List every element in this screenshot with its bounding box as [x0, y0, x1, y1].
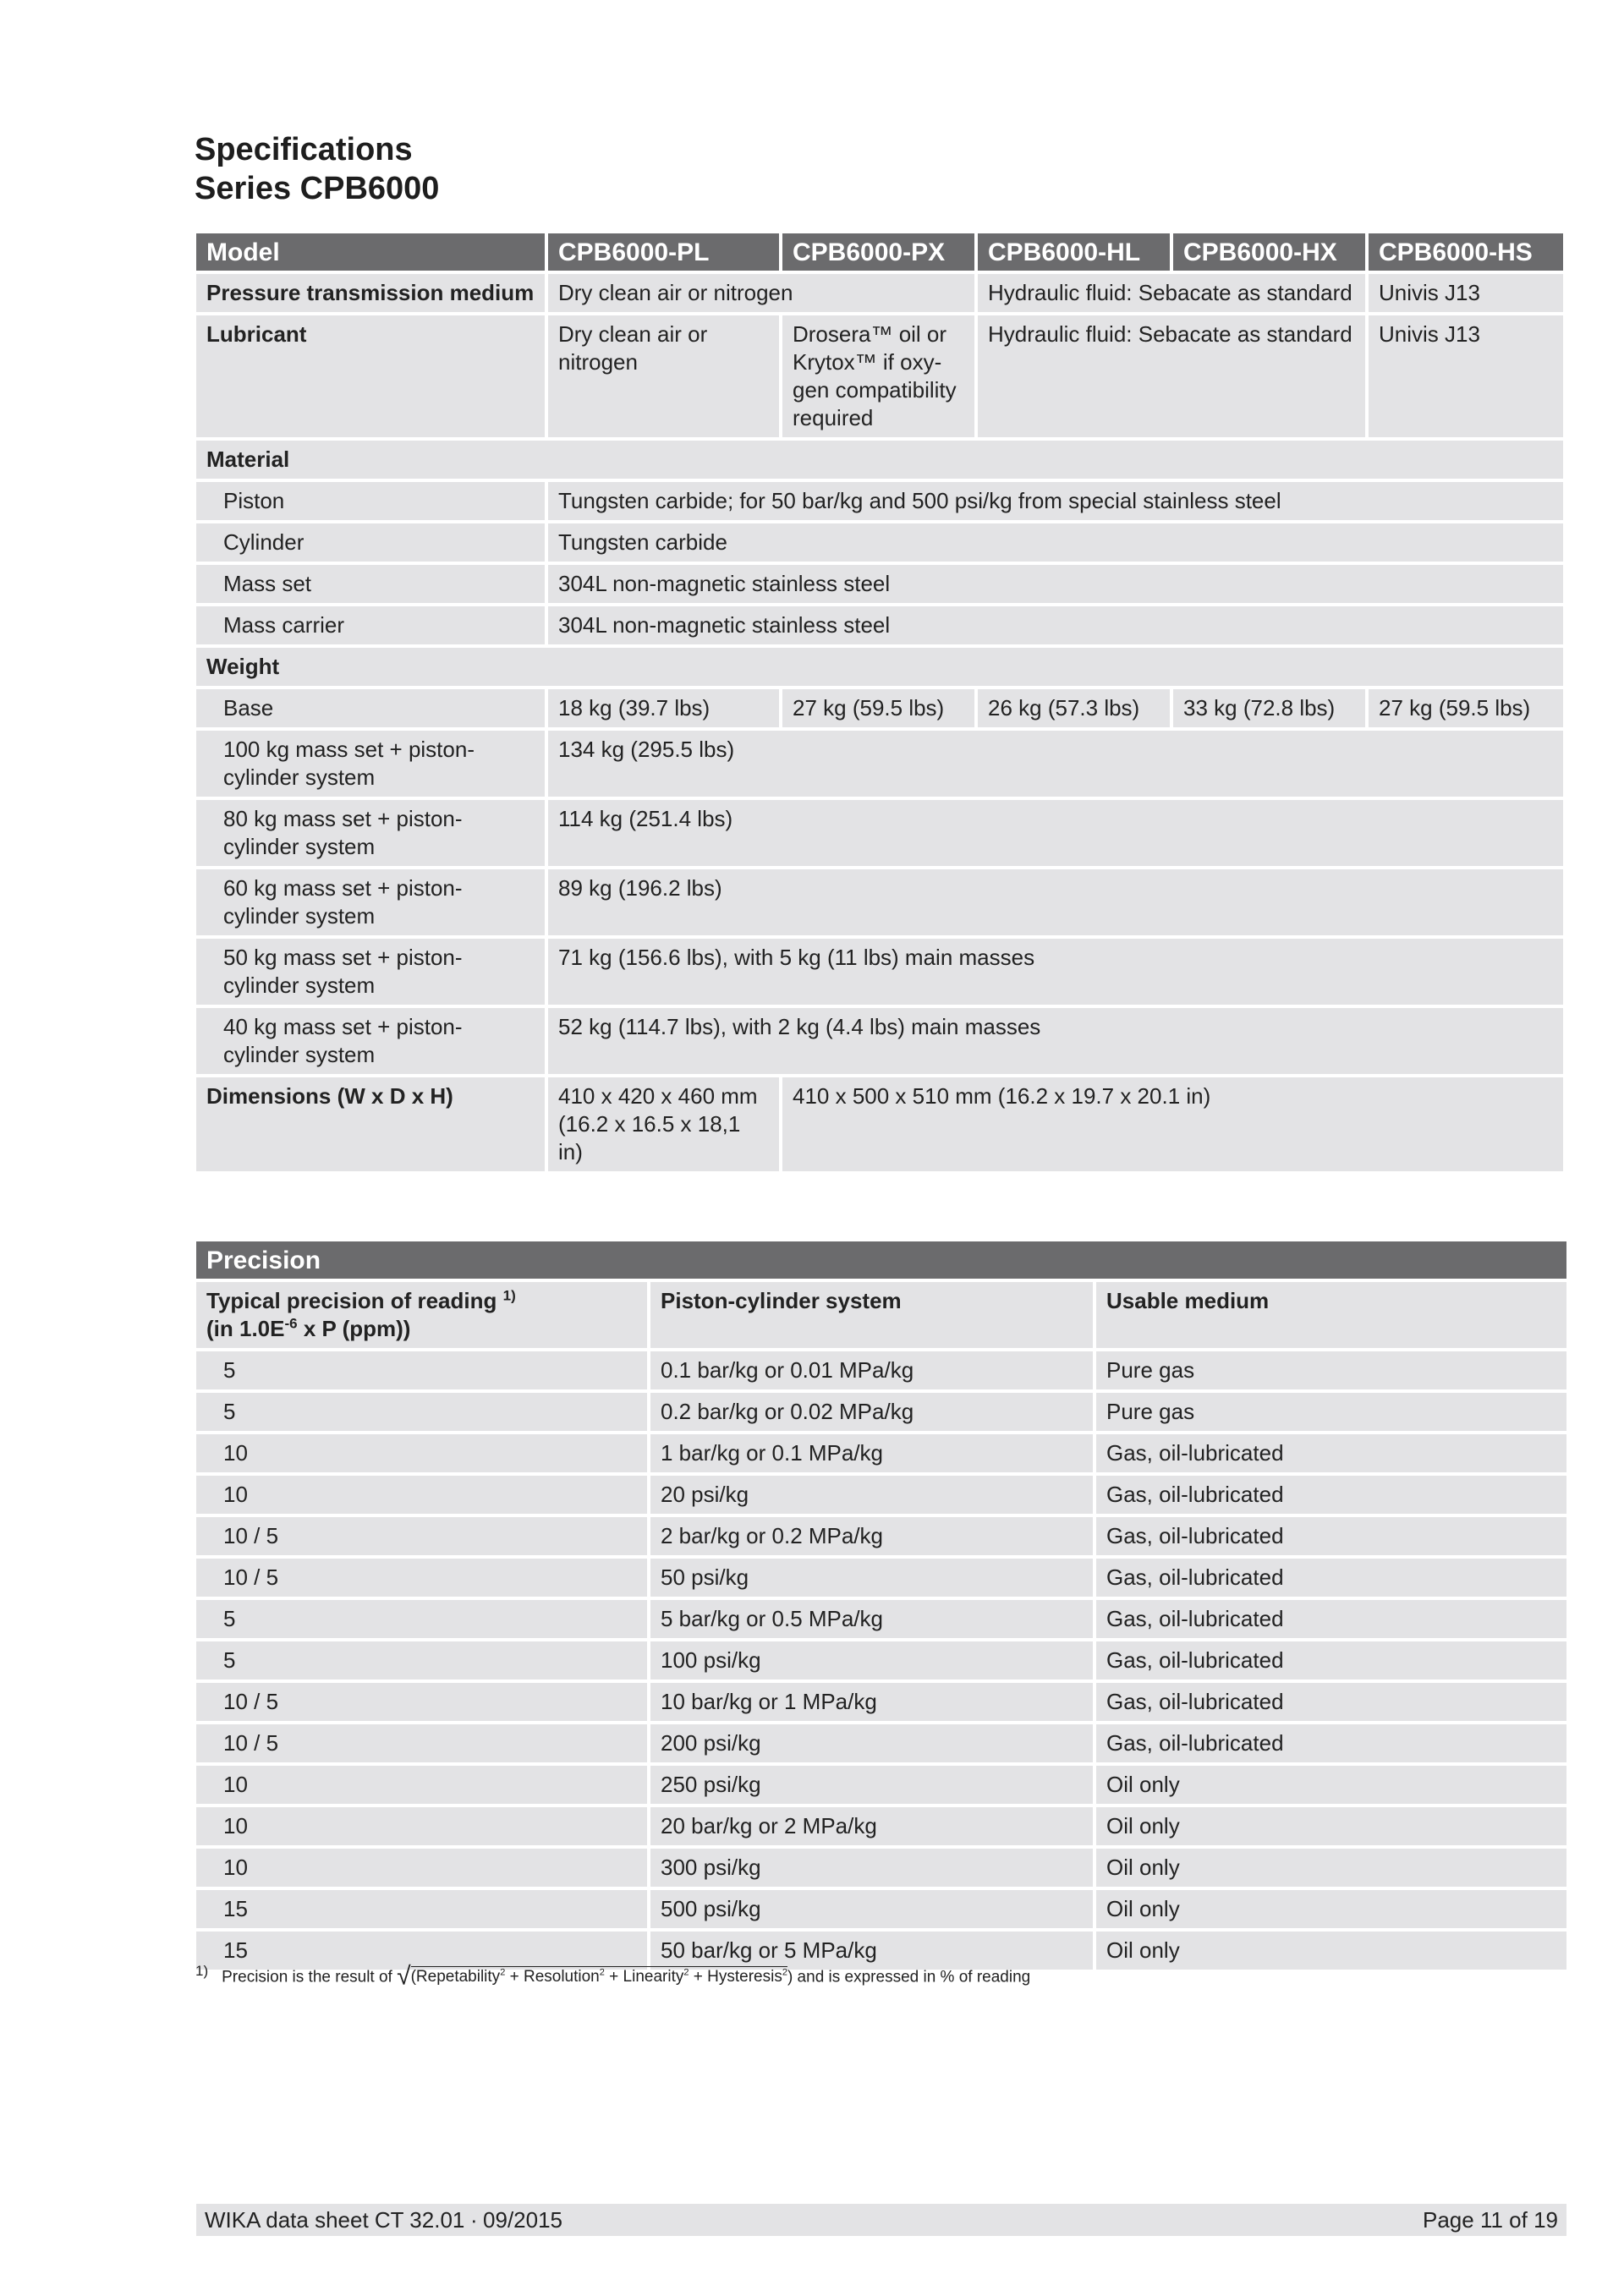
usable-medium-value: Gas, oil-lubricated: [1096, 1476, 1566, 1514]
weight-row-label: 40 kg mass set + piston-cylinder system: [196, 1008, 545, 1074]
footnote-formula: [411, 1966, 787, 1986]
specifications-table: [193, 230, 1566, 1175]
weight-row-label: 100 kg mass set + piston-cylinder system: [196, 731, 545, 797]
weight-40kg-row: [196, 1008, 1563, 1074]
mass-set-row: [196, 565, 1563, 603]
base-weight-pl: 18 kg (39.7 lbs): [548, 689, 779, 727]
base-weight-hl: 26 kg (57.3 lbs): [978, 689, 1170, 727]
plus: +: [604, 1968, 623, 1986]
pressure-medium-row: [196, 274, 1563, 312]
dimensions-row: [196, 1077, 1563, 1171]
precision-row: [196, 1766, 1566, 1804]
weight-100kg-row: [196, 731, 1563, 797]
precision-value: 5: [196, 1393, 647, 1431]
usable-medium-value: Pure gas: [1096, 1351, 1566, 1389]
piston-label: Piston: [196, 482, 545, 520]
precision-value: 5: [196, 1600, 647, 1638]
precision-body: [196, 1351, 1566, 1970]
spec-header-row: [196, 233, 1563, 271]
precision-row: [196, 1724, 1566, 1762]
usable-medium-value: Gas, oil-lubricated: [1096, 1683, 1566, 1721]
precision-row: [196, 1600, 1566, 1638]
piston-cylinder-system-header: Piston-cylinder system: [650, 1282, 1093, 1348]
piston-cylinder-system-value: 50 psi/kg: [650, 1559, 1093, 1597]
unit-prefix: (in 1.0E: [206, 1316, 285, 1341]
usable-medium-value: Gas, oil-lubricated: [1096, 1559, 1566, 1597]
base-weight-label: Base: [196, 689, 545, 727]
usable-medium-value: Oil only: [1096, 1766, 1566, 1804]
usable-medium-value: Oil only: [1096, 1932, 1566, 1970]
unit-exponent: -6: [284, 1315, 298, 1332]
weight-row-value: 89 kg (196.2 lbs): [548, 869, 1563, 935]
piston-cylinder-system-value: 50 bar/kg or 5 MPa/kg: [650, 1932, 1093, 1970]
base-weight-px: 27 kg (59.5 lbs): [782, 689, 974, 727]
header-cpb6000-pl: CPB6000-PL: [548, 233, 779, 271]
precision-row: [196, 1683, 1566, 1721]
piston-cylinder-system-value: 250 psi/kg: [650, 1766, 1093, 1804]
precision-value: 15: [196, 1932, 647, 1970]
precision-row: [196, 1393, 1566, 1431]
unit-suffix: x P (ppm)): [297, 1316, 411, 1341]
mass-carrier-label: Mass carrier: [196, 606, 545, 644]
precision-table: [193, 1238, 1570, 1973]
precision-row: [196, 1890, 1566, 1928]
precision-column-headers: [196, 1282, 1566, 1348]
base-weight-hx: 33 kg (72.8 lbs): [1173, 689, 1365, 727]
term-resolution: Resolution: [523, 1968, 600, 1986]
sqrt-icon: √: [397, 1962, 411, 1991]
lubricant-hs: Univis J13: [1369, 315, 1563, 437]
footnote: [195, 1959, 1030, 1990]
term-hysteresis: Hysteresis: [707, 1968, 782, 1986]
header-cpb6000-hs: CPB6000-HS: [1369, 233, 1563, 271]
piston-cylinder-system-value: 5 bar/kg or 0.5 MPa/kg: [650, 1600, 1093, 1638]
usable-medium-value: Gas, oil-lubricated: [1096, 1600, 1566, 1638]
piston-cylinder-system-value: 2 bar/kg or 0.2 MPa/kg: [650, 1517, 1093, 1555]
precision-value: 10 / 5: [196, 1724, 647, 1762]
precision-value: 10: [196, 1434, 647, 1472]
precision-row: [196, 1434, 1566, 1472]
precision-row: [196, 1517, 1566, 1555]
lubricant-pl: Dry clean air or nitrogen: [548, 315, 779, 437]
piston-cylinder-system-value: 0.2 bar/kg or 0.02 MPa/kg: [650, 1393, 1093, 1431]
cylinder-label: Cylinder: [196, 523, 545, 562]
piston-cylinder-system-value: 500 psi/kg: [650, 1890, 1093, 1928]
mass-set-label: Mass set: [196, 565, 545, 603]
usable-medium-value: Gas, oil-lubricated: [1096, 1517, 1566, 1555]
typical-precision-header: [196, 1282, 647, 1348]
header-model: Model: [196, 233, 545, 271]
cylinder-value: Tungsten carbide: [548, 523, 1563, 562]
precision-row: [196, 1559, 1566, 1597]
mass-set-value: 304L non-magnetic stainless steel: [548, 565, 1563, 603]
usable-medium-value: Gas, oil-lubricated: [1096, 1434, 1566, 1472]
page-title-line-1: Specifications: [195, 132, 413, 167]
usable-medium-header: Usable medium: [1096, 1282, 1566, 1348]
usable-medium-value: Pure gas: [1096, 1393, 1566, 1431]
weight-row: [196, 648, 1563, 686]
precision-value: 5: [196, 1641, 647, 1680]
piston-cylinder-system-value: 100 psi/kg: [650, 1641, 1093, 1680]
weight-row-value: 114 kg (251.4 lbs): [548, 800, 1563, 866]
weight-row-label: 80 kg mass set + piston-cylinder system: [196, 800, 545, 866]
piston-value: Tungsten carbide; for 50 bar/kg and 500 psi/kg from special stainless steel: [548, 482, 1563, 520]
usable-medium-value: Gas, oil-lubricated: [1096, 1641, 1566, 1680]
weight-row-label: 50 kg mass set + piston-cylinder system: [196, 939, 545, 1005]
precision-value: 5: [196, 1351, 647, 1389]
precision-header: Precision: [196, 1241, 1566, 1279]
weight-label: Weight: [196, 648, 1563, 686]
piston-cylinder-system-value: 20 psi/kg: [650, 1476, 1093, 1514]
pressure-medium-label: Pressure transmission medium: [196, 274, 545, 312]
footnote-ref: 1): [502, 1287, 516, 1304]
footnote-prefix: Precision is the result of: [222, 1968, 398, 1986]
precision-value: 10 / 5: [196, 1559, 647, 1597]
open-paren: (: [410, 1968, 416, 1986]
exponent: 2: [683, 1968, 689, 1978]
usable-medium-value: Gas, oil-lubricated: [1096, 1724, 1566, 1762]
plus: +: [505, 1968, 524, 1986]
footnote-mark: 1): [195, 1963, 209, 1979]
term-repetability: Repetability: [415, 1968, 501, 1986]
exponent: 2: [599, 1968, 605, 1978]
footer-datasheet: WIKA data sheet CT 32.01 ∙ 09/2015: [205, 2207, 563, 2233]
material-row: [196, 441, 1563, 479]
piston-cylinder-system-value: 300 psi/kg: [650, 1849, 1093, 1887]
precision-value: 10 / 5: [196, 1683, 647, 1721]
precision-value: 10: [196, 1807, 647, 1845]
weight-row-value: 71 kg (156.6 lbs), with 5 kg (11 lbs) main masses: [548, 939, 1563, 1005]
base-weight-row: [196, 689, 1563, 727]
precision-value: 10: [196, 1766, 647, 1804]
dimensions-others: 410 x 500 x 510 mm (16.2 x 19.7 x 20.1 in): [782, 1077, 1563, 1171]
weight-60kg-row: [196, 869, 1563, 935]
pressure-medium-hs: Univis J13: [1369, 274, 1563, 312]
precision-value: 15: [196, 1890, 647, 1928]
precision-value: 10 / 5: [196, 1517, 647, 1555]
weight-row-value: 134 kg (295.5 lbs): [548, 731, 1563, 797]
lubricant-hl-hx: Hydraulic fluid: Sebacate as standard: [978, 315, 1365, 437]
base-weight-hs: 27 kg (59.5 lbs): [1369, 689, 1563, 727]
lubricant-label: Lubricant: [196, 315, 545, 437]
weight-50kg-row: [196, 939, 1563, 1005]
precision-row: [196, 1351, 1566, 1389]
mass-carrier-row: [196, 606, 1563, 644]
precision-header-row: [196, 1241, 1566, 1279]
lubricant-row: [196, 315, 1563, 437]
footer-page-number: Page 11 of 19: [1423, 2207, 1558, 2233]
close-paren: ): [787, 1968, 793, 1986]
dimensions-label: Dimensions (W x D x H): [196, 1077, 545, 1171]
pressure-medium-hl-hx: Hydraulic fluid: Sebacate as standard: [978, 274, 1365, 312]
exponent: 2: [782, 1968, 787, 1978]
usable-medium-value: Oil only: [1096, 1849, 1566, 1887]
weight-row-label: 60 kg mass set + piston-cylinder system: [196, 869, 545, 935]
material-label: Material: [196, 441, 1563, 479]
piston-cylinder-system-value: 0.1 bar/kg or 0.01 MPa/kg: [650, 1351, 1093, 1389]
usable-medium-value: Oil only: [1096, 1890, 1566, 1928]
piston-cylinder-system-value: 20 bar/kg or 2 MPa/kg: [650, 1807, 1093, 1845]
piston-cylinder-system-value: 10 bar/kg or 1 MPa/kg: [650, 1683, 1093, 1721]
header-cpb6000-hx: CPB6000-HX: [1173, 233, 1365, 271]
usable-medium-value: Oil only: [1096, 1807, 1566, 1845]
weight-row-value: 52 kg (114.7 lbs), with 2 kg (4.4 lbs) main masses: [548, 1008, 1563, 1074]
precision-value: 10: [196, 1476, 647, 1514]
precision-row: [196, 1641, 1566, 1680]
precision-row: [196, 1849, 1566, 1887]
typical-precision-label: Typical precision of reading: [206, 1288, 497, 1313]
page-title: [195, 130, 439, 208]
piston-cylinder-system-value: 200 psi/kg: [650, 1724, 1093, 1762]
exponent: 2: [500, 1968, 506, 1978]
precision-value: 10: [196, 1849, 647, 1887]
precision-row: [196, 1476, 1566, 1514]
dimensions-pl: 410 x 420 x 460 mm (16.2 x 16.5 x 18,1 in): [548, 1077, 779, 1171]
piston-cylinder-system-value: 1 bar/kg or 0.1 MPa/kg: [650, 1434, 1093, 1472]
header-cpb6000-px: CPB6000-PX: [782, 233, 974, 271]
page-footer: [196, 2204, 1566, 2236]
piston-row: [196, 482, 1563, 520]
precision-row: [196, 1807, 1566, 1845]
page-title-line-2: Series CPB6000: [195, 171, 440, 206]
mass-carrier-value: 304L non-magnetic stainless steel: [548, 606, 1563, 644]
cylinder-row: [196, 523, 1563, 562]
footnote-suffix: and is expressed in % of reading: [793, 1968, 1031, 1986]
header-cpb6000-hl: CPB6000-HL: [978, 233, 1170, 271]
lubricant-px: Drosera™ oil or Krytox™ if oxy-gen compatibility required: [782, 315, 974, 437]
weight-80kg-row: [196, 800, 1563, 866]
term-linearity: Linearity: [623, 1968, 684, 1986]
pressure-medium-pl-px: Dry clean air or nitrogen: [548, 274, 974, 312]
plus: +: [689, 1968, 708, 1986]
